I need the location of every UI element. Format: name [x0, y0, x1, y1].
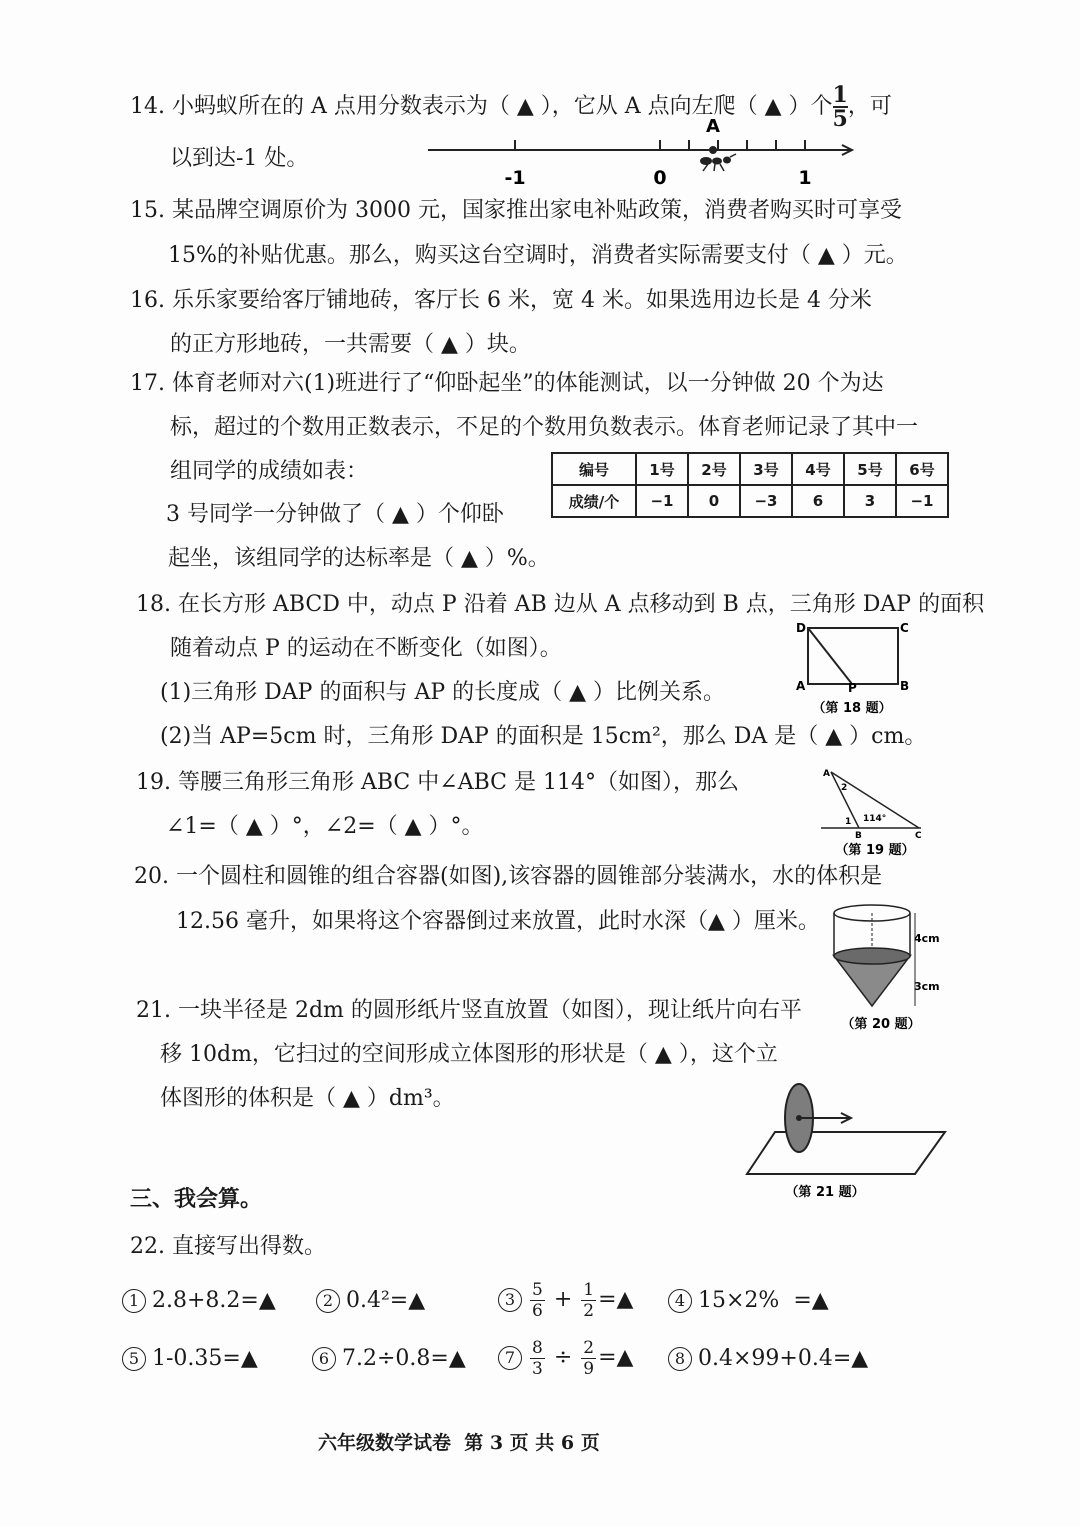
q14-line2: 以到达-1 处。 — [170, 146, 309, 171]
q14-frac-num: 1 — [832, 82, 848, 108]
calc-text: 7.2÷0.8=▲ — [342, 1346, 466, 1371]
calc-text: 0.4²=▲ — [346, 1288, 426, 1313]
q17-line4: 3 号同学一分钟做了（ ▲ ）个仰卧 — [166, 502, 504, 527]
point-a-label: A — [706, 116, 720, 137]
q14-text-end: ，可 — [847, 94, 892, 119]
q16-line2: 的正方形地砖，一共需要（ ▲ ）块。 — [170, 332, 531, 357]
table-cell: 4号 — [792, 453, 844, 485]
dim-3cm: 3cm — [914, 980, 940, 993]
q20-line1: 20. 一个圆柱和圆锥的组合容器(如图),该容器的圆锥部分装满水，水的体积是 — [134, 864, 883, 889]
q21-line2: 移 10dm，它扫过的空间形成立体图形的形状是（ ▲ ），这个立 — [160, 1042, 778, 1067]
fraction — [581, 1280, 596, 1321]
q14-text: 14. 小蚂蚁所在的 A 点用分数表示为（ ▲ ），它从 A 点向左爬（ ▲ ）个 — [130, 94, 833, 119]
table-cell: 0 — [688, 485, 740, 517]
page-footer: 六年级数学试卷 第 3 页 共 6 页 — [318, 1432, 600, 1454]
q18-line4: (2)当 AP=5cm 时，三角形 DAP 的面积是 15cm²，那么 DA 是（ ▲ ）cm。 — [160, 724, 927, 749]
item-number: 7 — [498, 1346, 522, 1370]
q18-caption: （第 18 题） — [812, 701, 892, 716]
frac-den: 2 — [583, 1300, 595, 1321]
q16-line1: 16. 乐乐家要给客厅铺地砖，客厅长 6 米，宽 4 米。如果选用边长是 4 分米 — [130, 288, 872, 313]
rectangle-figure — [790, 618, 920, 718]
item-number: 1 — [122, 1289, 146, 1313]
fraction — [581, 1338, 596, 1379]
q21-caption: （第 21 题） — [785, 1185, 865, 1200]
q21-line3: 体图形的体积是（ ▲ ）dm³。 — [160, 1086, 455, 1111]
operator: ÷ — [553, 1345, 573, 1370]
q20-line2: 12.56 毫升，如果将这个容器倒过来放置，此时水深（▲ ）厘米。 — [176, 909, 820, 934]
label-c: C — [915, 831, 922, 841]
calc-item-4 — [668, 1286, 829, 1316]
q20-caption: （第 20 题） — [841, 1017, 921, 1032]
plane-shape — [747, 1132, 945, 1174]
q21-line1: 21. 一块半径是 2dm 的圆形纸片竖直放置（如图），现让纸片向右平 — [136, 998, 802, 1023]
table-header-row — [552, 453, 948, 485]
calc-item-5 — [122, 1344, 258, 1374]
calc-item-1 — [122, 1286, 276, 1316]
q18-line2: 随着动点 P 的运动在不断变化（如图）。 — [170, 636, 562, 661]
cylinder-cone-figure — [825, 898, 945, 1038]
q17-line3: 组同学的成绩如表： — [170, 459, 369, 484]
triangle-figure — [815, 764, 930, 859]
label-a: A — [796, 679, 806, 693]
item-number: 4 — [668, 1289, 692, 1313]
number-line-figure — [420, 106, 870, 195]
label-b: B — [900, 679, 910, 693]
table-cell: −3 — [740, 485, 792, 517]
label-a: A — [823, 769, 830, 779]
calc-item-3 — [498, 1276, 633, 1324]
calc-text: 2.8+8.2=▲ — [152, 1288, 276, 1313]
calc-item-8 — [668, 1344, 868, 1374]
label-angle1: 1 — [845, 817, 852, 827]
section-title: 三、我会算。 — [130, 1186, 263, 1212]
tick-label-1: 1 — [798, 167, 812, 189]
table-cell: −1 — [636, 485, 688, 517]
q22-title: 22. 直接写出得数。 — [130, 1234, 326, 1259]
q18-line1: 18. 在长方形 ABCD 中，动点 P 沿着 AB 边从 A 点移动到 B 点，三角形 DAP 的面积 — [136, 592, 985, 617]
q19-caption: （第 19 题） — [835, 843, 915, 858]
dim-4cm: 4cm — [914, 932, 940, 945]
calc-text: 15×2% =▲ — [698, 1288, 829, 1313]
operator: + — [553, 1287, 573, 1312]
q17-line5: 起坐，该组同学的达标率是（ ▲ ）%。 — [168, 546, 550, 571]
table-row — [552, 485, 948, 517]
item-number: 2 — [316, 1289, 340, 1313]
frac-num: 2 — [583, 1337, 595, 1358]
label-d: D — [796, 621, 806, 635]
q19-line2: ∠1=（ ▲ ）°，∠2=（ ▲ ）°。 — [166, 814, 484, 839]
table-cell: 1号 — [636, 453, 688, 485]
label-angle2: 2 — [841, 783, 848, 793]
table-cell: 5号 — [844, 453, 896, 485]
ant-icon — [700, 154, 736, 171]
disc-translation-figure — [745, 1078, 950, 1203]
calc-text: 0.4×99+0.4=▲ — [698, 1346, 869, 1371]
angle-114-label: 114° — [863, 814, 887, 824]
table-cell: 3号 — [740, 453, 792, 485]
point-a — [709, 146, 717, 154]
table-cell: 2号 — [688, 453, 740, 485]
q17-line1: 17. 体育老师对六(1)班进行了“仰卧起坐”的体能测试，以一分钟做 20 个为达 — [130, 371, 884, 396]
table-cell: 编号 — [552, 453, 636, 485]
frac-num: 8 — [532, 1337, 543, 1358]
frac-den: 9 — [583, 1358, 595, 1379]
label-p: P — [848, 681, 857, 695]
item-number: 3 — [498, 1288, 522, 1312]
score-table — [551, 452, 949, 518]
q15-line2: 15%的补贴优惠。那么，购买这台空调时，消费者实际需要支付（ ▲ ）元。 — [168, 243, 908, 268]
frac-den: 3 — [532, 1358, 543, 1379]
calc-item-2 — [316, 1286, 425, 1316]
calc-text: =▲ — [598, 1287, 634, 1312]
fraction — [530, 1338, 545, 1379]
table-cell: 成绩/个 — [552, 485, 636, 517]
calc-item-7 — [498, 1334, 633, 1382]
label-b: B — [855, 831, 862, 841]
item-number: 5 — [122, 1347, 146, 1371]
calc-text: =▲ — [598, 1345, 634, 1370]
fraction — [530, 1280, 545, 1321]
tick-label-0: 0 — [653, 167, 667, 189]
item-number: 6 — [312, 1347, 336, 1371]
frac-num: 1 — [583, 1279, 595, 1300]
calc-item-6 — [312, 1344, 466, 1374]
table-cell: 3 — [844, 485, 896, 517]
frac-den: 6 — [532, 1300, 543, 1321]
table-cell: 6 — [792, 485, 844, 517]
q19-line1: 19. 等腰三角形三角形 ABC 中∠ABC 是 114°（如图），那么 — [136, 770, 739, 795]
label-c: C — [900, 621, 909, 635]
q17-line2: 标，超过的个数用正数表示，不足的个数用负数表示。体育老师记录了其中一 — [170, 415, 919, 440]
table-cell: 6号 — [896, 453, 948, 485]
q18-line3: (1)三角形 DAP 的面积与 AP 的长度成（ ▲ ）比例关系。 — [160, 680, 726, 705]
q14-frac-den: 5 — [832, 106, 848, 132]
tick-label-neg1: -1 — [504, 167, 526, 189]
calc-text: 1-0.35=▲ — [152, 1346, 258, 1371]
q15-line1: 15. 某品牌空调原价为 3000 元，国家推出家电补贴政策，消费者购买时可享受 — [130, 198, 902, 223]
item-number: 8 — [668, 1347, 692, 1371]
frac-num: 5 — [532, 1279, 543, 1300]
table-cell: −1 — [896, 485, 948, 517]
